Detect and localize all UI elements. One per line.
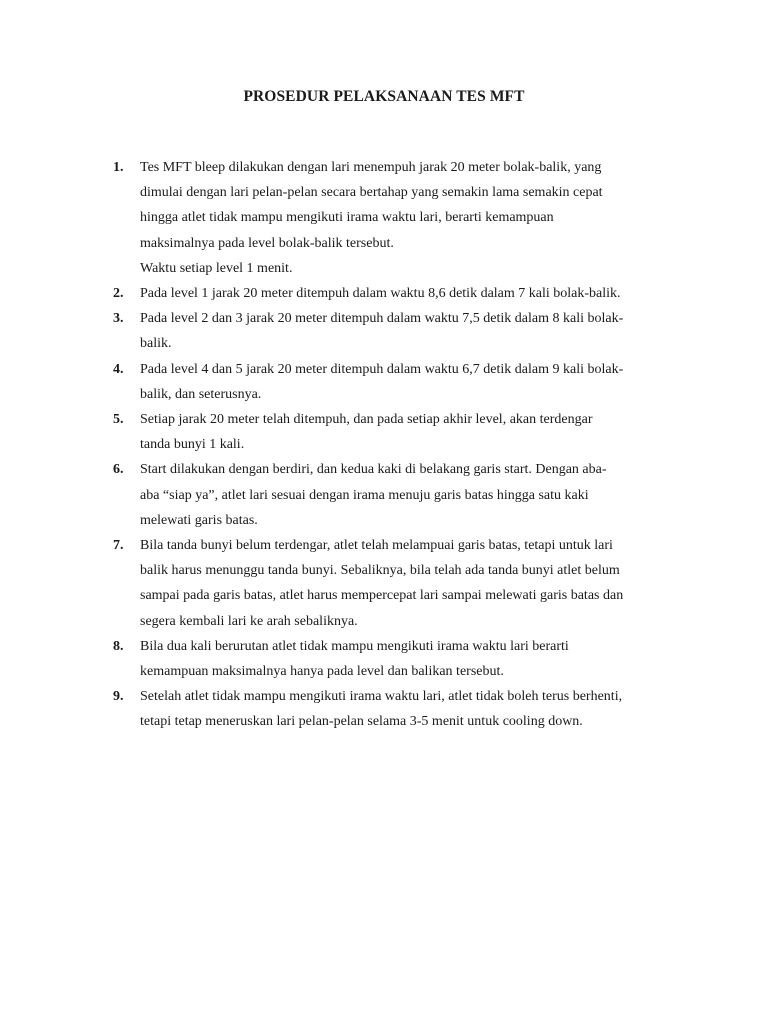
list-item-text-line: Pada level 1 jarak 20 meter ditempuh dalam waktu 8,6 detik dalam 7 kali bolak-balik. [140, 286, 621, 302]
list-item-number: 1. [113, 160, 124, 175]
procedure-list [113, 155, 683, 735]
list-item [113, 533, 683, 634]
list-item-text-line: aba “siap ya”, atlet lari sesuai dengan irama menuju garis batas hingga satu kaki [140, 487, 589, 503]
list-item-number: 2. [113, 286, 124, 302]
list-item-number: 5. [113, 412, 124, 428]
list-item [113, 684, 683, 734]
list-item-text-line: Pada level 4 dan 5 jarak 20 meter ditempuh dalam waktu 6,7 detik dalam 9 kali bolak- [140, 361, 624, 377]
list-item [113, 281, 683, 306]
list-item-text-line: balik, dan seterusnya. [140, 386, 262, 402]
list-item-text-line: Setelah atlet tidak mampu mengikuti irama waktu lari, atlet tidak boleh terus berhenti, [140, 689, 623, 705]
document-title: PROSEDUR PELAKSANAAN TES MFT [243, 88, 525, 105]
list-item-number: 8. [113, 638, 124, 654]
list-item [113, 407, 683, 457]
list-item-text-line: Tes MFT bleep dilakukan dengan lari menempuh jarak 20 meter bolak-balik, yang [140, 160, 602, 175]
list-item-text-line: tanda bunyi 1 kali. [140, 437, 245, 453]
list-item-number: 6. [113, 462, 124, 478]
list-item-text-line: balik. [140, 336, 172, 352]
list-item-text-line: dimulai dengan lari pelan-pelan secara bertahap yang semakin lama semakin cepat [140, 185, 603, 201]
list-item [113, 306, 683, 356]
list-item [113, 357, 683, 407]
list-item-text-line: Bila dua kali berurutan atlet tidak mampu mengikuti irama waktu lari berarti [140, 638, 569, 654]
list-item-text-line: Start dilakukan dengan berdiri, dan kedua kaki di belakang garis start. Dengan aba- [140, 462, 607, 478]
list-item-number: 3. [113, 311, 124, 327]
list-item-number: 4. [113, 361, 124, 377]
list-item-text-line: Setiap jarak 20 meter telah ditempuh, dan pada setiap akhir level, akan terdengar [140, 412, 593, 428]
list-item-text-line: balik harus menunggu tanda bunyi. Sebaliknya, bila telah ada tanda bunyi atlet belum [140, 563, 620, 579]
list-item-text-line: maksimalnya pada level bolak-balik tersebut. [140, 235, 394, 251]
list-item-text-line: melewati garis batas. [140, 512, 258, 528]
list-item-text-line: Pada level 2 dan 3 jarak 20 meter ditempuh dalam waktu 7,5 detik dalam 8 kali bolak- [140, 311, 624, 327]
list-item-text-line: sampai pada garis batas, atlet harus mempercepat lari sampai melewati garis batas dan [140, 588, 624, 604]
list-item-text-line: hingga atlet tidak mampu mengikuti irama waktu lari, berarti kemampuan [140, 210, 554, 226]
list-item-text-line: segera kembali lari ke arah sebaliknya. [140, 613, 358, 629]
list-item-text-line: tetapi tetap meneruskan lari pelan-pelan selama 3-5 menit untuk cooling down. [140, 714, 583, 730]
list-item-text-line: Waktu setiap level 1 menit. [140, 260, 293, 276]
list-item [113, 457, 683, 533]
list-item-number: 9. [113, 689, 124, 705]
list-item-text-line: kemampuan maksimalnya hanya pada level dan balikan tersebut. [140, 664, 504, 680]
list-item-number: 7. [113, 538, 124, 554]
list-item-text-line: Bila tanda bunyi belum terdengar, atlet telah melampuai garis batas, tetapi untuk lari [140, 538, 613, 554]
list-item [113, 155, 683, 281]
list-item [113, 634, 683, 684]
